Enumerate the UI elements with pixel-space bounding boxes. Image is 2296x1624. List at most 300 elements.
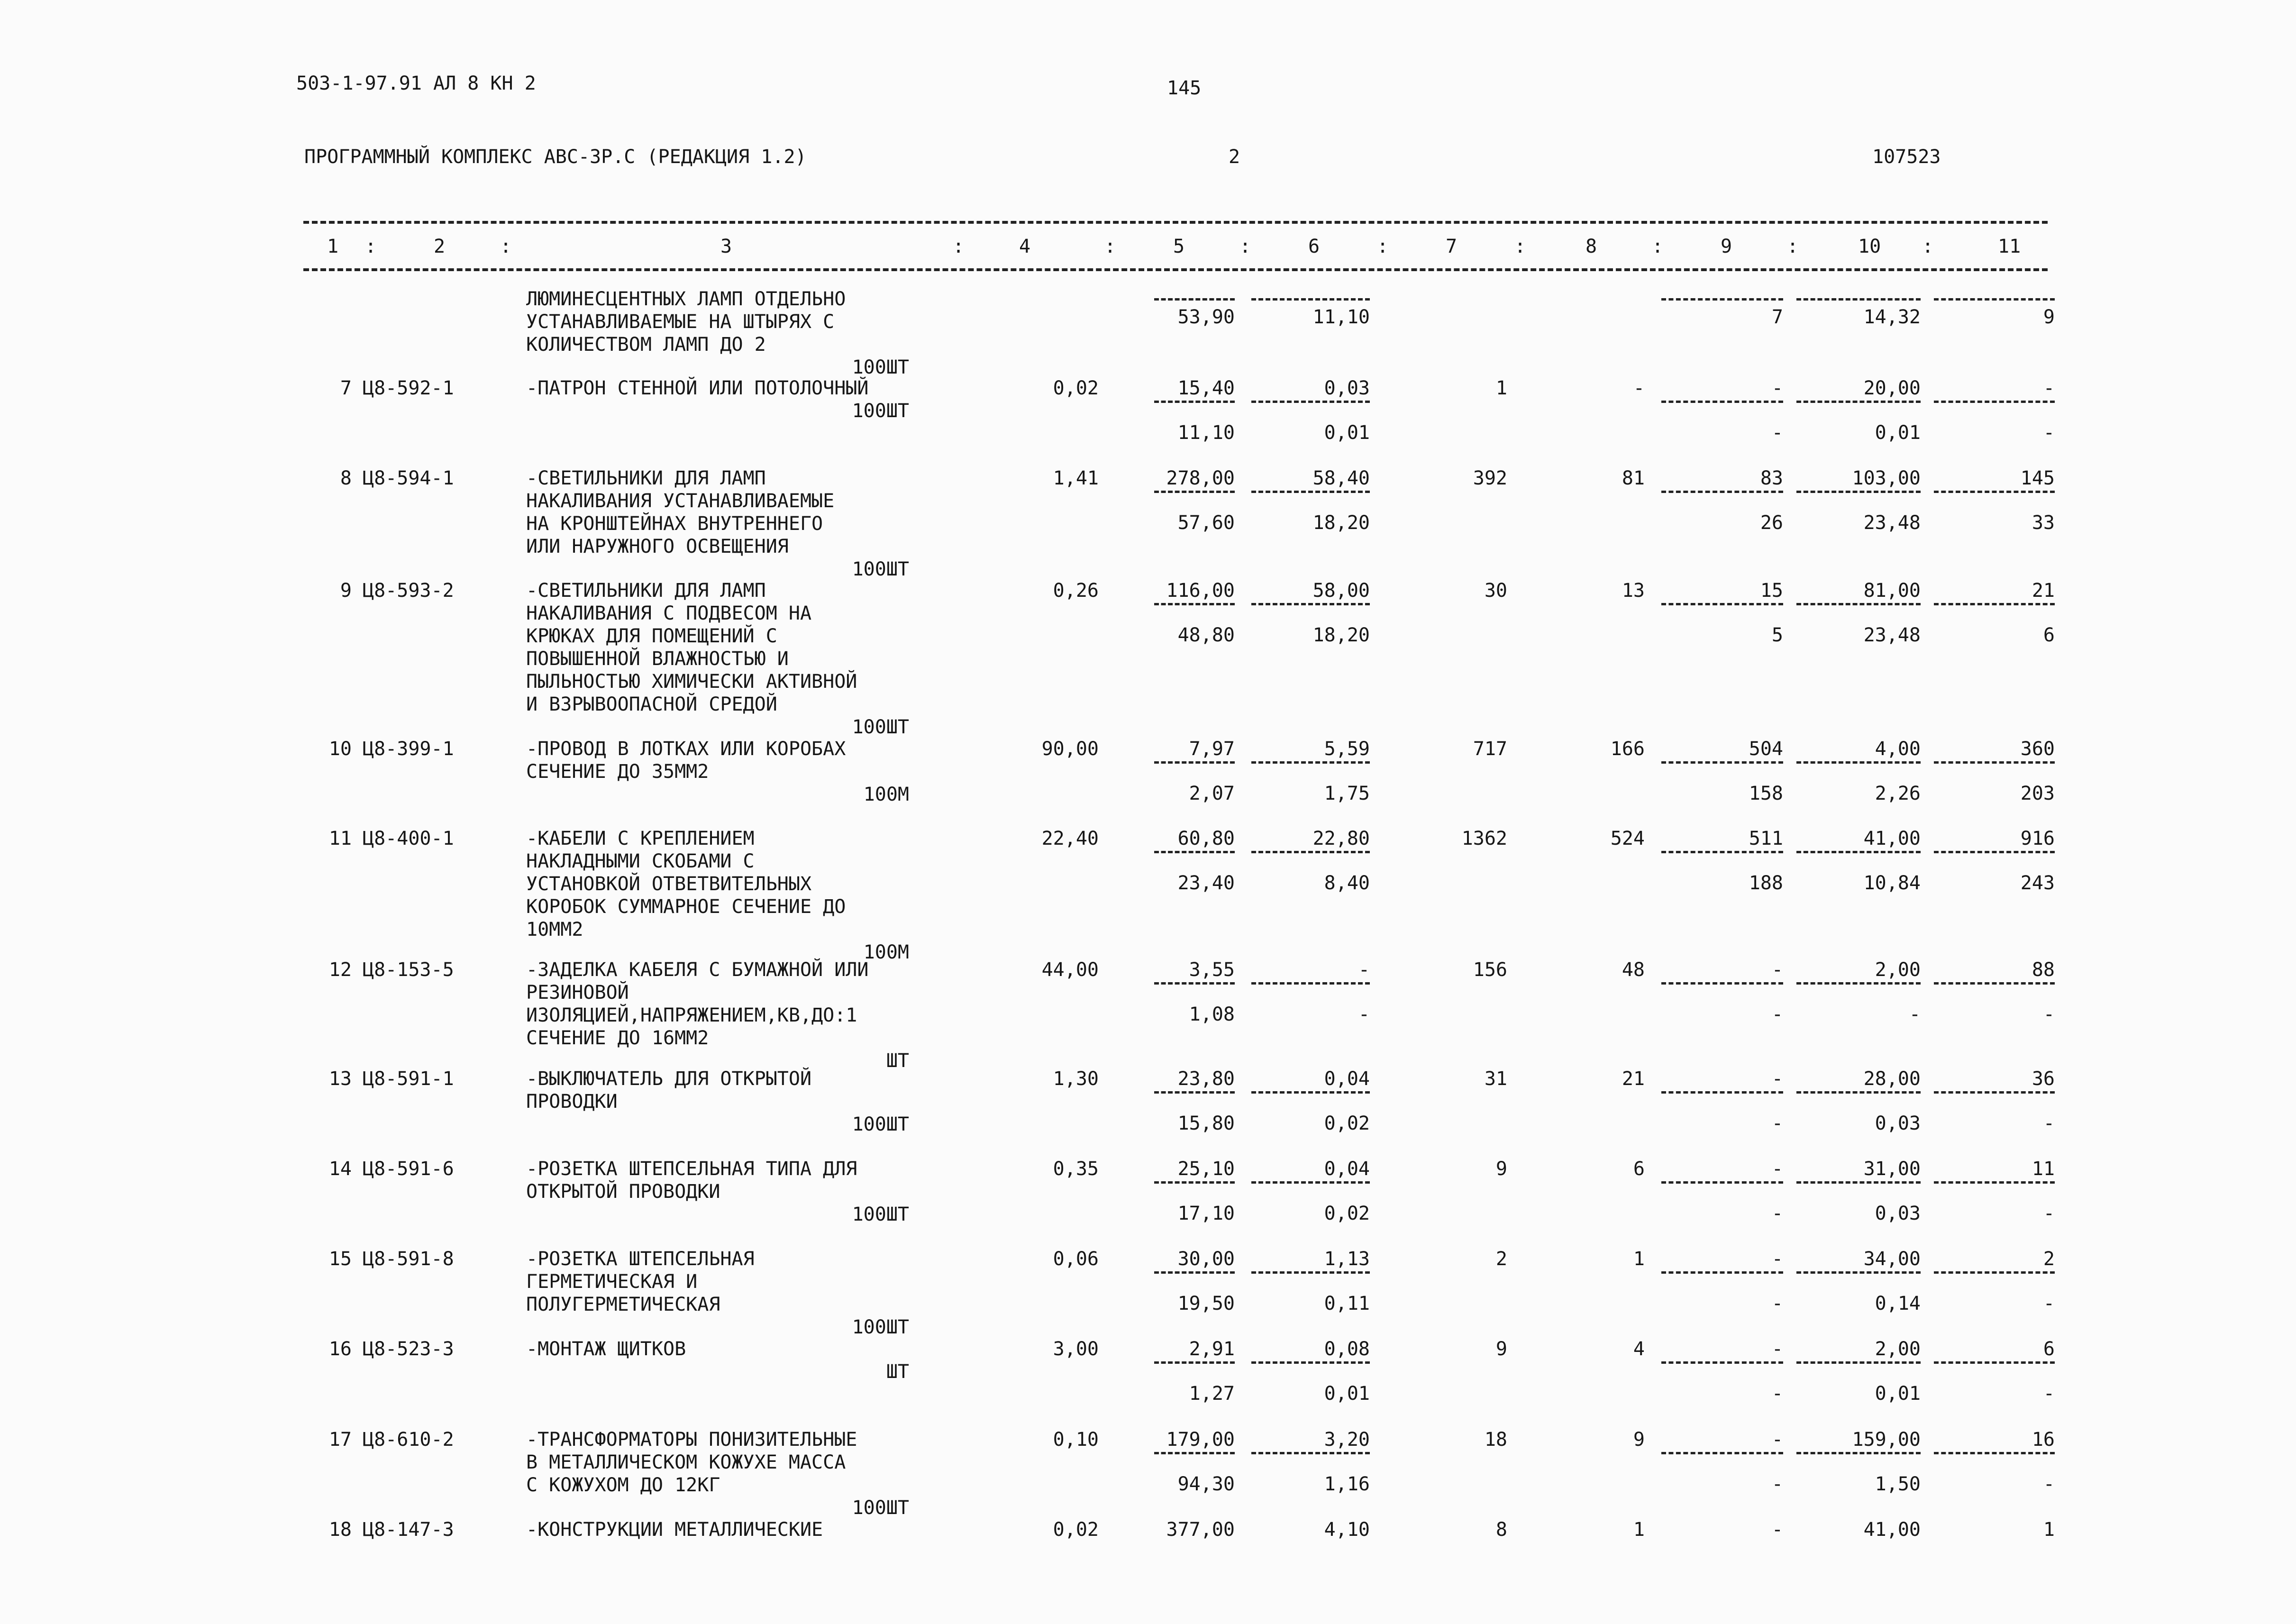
subtotal-divider xyxy=(1934,298,2055,301)
cell-c4: 0,35 xyxy=(1053,1158,1099,1180)
column-separator: : xyxy=(365,236,377,257)
subtotal-divider xyxy=(1661,491,1783,493)
cell-c9a: 511 xyxy=(1749,828,1783,849)
cell-c10b: 10,84 xyxy=(1863,872,1921,894)
item-description: КОРОБОК СУММАРНОЕ СЕЧЕНИЕ ДО xyxy=(526,896,846,918)
item-unit: 100ШТ xyxy=(852,716,909,738)
cell-c10a: 20,00 xyxy=(1863,377,1921,399)
item-code: Ц8-591-8 xyxy=(363,1248,454,1270)
subtotal-divider xyxy=(1661,1181,1783,1184)
subtotal-divider xyxy=(1661,1361,1783,1364)
subtotal-divider xyxy=(1251,491,1370,493)
column-separator: : xyxy=(1377,236,1389,257)
cell-c11a: 6 xyxy=(2043,1338,2055,1360)
column-separator: : xyxy=(1104,236,1116,257)
item-description: РЕЗИНОВОЙ xyxy=(526,982,629,1004)
item-description: С КОЖУХОМ ДО 12КГ xyxy=(526,1474,720,1496)
cell-c9a: 83 xyxy=(1760,467,1783,489)
item-description: СЕЧЕНИЕ ДО 16ММ2 xyxy=(526,1027,709,1049)
subtotal-divider xyxy=(1661,851,1783,853)
item-code: Ц8-523-3 xyxy=(363,1338,454,1360)
item-number: 7 xyxy=(340,377,352,399)
column-header-1: 1 xyxy=(327,236,339,257)
cell-c10a: 159,00 xyxy=(1852,1429,1921,1451)
cell-c6b: 18,20 xyxy=(1312,624,1370,646)
item-description: -ЗАДЕЛКА КАБЕЛЯ С БУМАЖНОЙ ИЛИ xyxy=(526,959,869,981)
cell-c10a: 81,00 xyxy=(1863,580,1921,602)
cell-c5a: 60,80 xyxy=(1177,828,1235,849)
cell-c4: 0,02 xyxy=(1053,1519,1099,1541)
column-separator: : xyxy=(500,236,512,257)
subtotal-divider xyxy=(1251,982,1370,985)
cell-c5b: 23,40 xyxy=(1177,872,1235,894)
cell-c5b: 11,10 xyxy=(1177,422,1235,444)
subtotal-divider xyxy=(1934,982,2055,985)
cell-c9b: 158 xyxy=(1749,783,1783,804)
subtotal-divider xyxy=(1251,1181,1370,1184)
cell-c5a: 116,00 xyxy=(1166,580,1235,602)
column-header-3: 3 xyxy=(720,236,732,257)
column-header-6: 6 xyxy=(1308,236,1320,257)
cell-c9b: 188 xyxy=(1749,872,1783,894)
cell-c7: 30 xyxy=(1484,580,1507,602)
cell-c5a: 15,40 xyxy=(1177,377,1235,399)
item-number: 13 xyxy=(328,1068,352,1090)
column-separator: : xyxy=(1239,236,1251,257)
item-description: НАКАЛИВАНИЯ С ПОДВЕСОМ НА xyxy=(526,602,812,624)
item-description: -СВЕТИЛЬНИКИ ДЛЯ ЛАМП xyxy=(526,580,766,602)
cell-c6a: 11,10 xyxy=(1312,306,1370,328)
cell-c5b: 15,80 xyxy=(1177,1113,1235,1134)
cell-c8: 81 xyxy=(1622,467,1645,489)
subtotal-divider xyxy=(1661,1452,1783,1454)
item-description: -ТРАНСФОРМАТОРЫ ПОНИЗИТЕЛЬНЫЕ xyxy=(526,1429,857,1451)
cell-c5a: 377,00 xyxy=(1166,1519,1235,1541)
cell-c9b: - xyxy=(1771,1113,1783,1134)
subtotal-divider xyxy=(1661,603,1783,605)
cell-c9b: - xyxy=(1771,1293,1783,1314)
item-code: Ц8-593-2 xyxy=(363,580,454,602)
item-unit: 100ШТ xyxy=(852,1204,909,1225)
cell-c5a: 3,55 xyxy=(1189,959,1235,981)
cell-c5b: 94,30 xyxy=(1177,1473,1235,1495)
subtotal-divider xyxy=(1934,491,2055,493)
cell-c5b: 2,07 xyxy=(1189,783,1235,804)
subtotal-divider xyxy=(1154,1361,1235,1364)
cell-c6a: 3,20 xyxy=(1324,1429,1370,1451)
subtotal-divider xyxy=(1154,401,1235,403)
item-number: 12 xyxy=(328,959,352,981)
subtotal-divider xyxy=(1796,1452,1921,1454)
subtotal-divider xyxy=(1661,982,1783,985)
item-description: НА КРОНШТЕЙНАХ ВНУТРЕННЕГО xyxy=(526,513,823,535)
cell-c5b: 19,50 xyxy=(1177,1293,1235,1314)
cell-c11a: 2 xyxy=(2043,1248,2055,1270)
cell-c10b: - xyxy=(1909,1004,1921,1025)
item-description: СЕЧЕНИЕ ДО 35ММ2 xyxy=(526,761,709,783)
subtotal-divider xyxy=(1661,401,1783,403)
cell-c4: 44,00 xyxy=(1041,959,1099,981)
cell-c5a: 7,97 xyxy=(1189,738,1235,760)
cell-c11a: 9 xyxy=(2043,306,2055,328)
subtotal-divider xyxy=(1251,1091,1370,1094)
item-number: 8 xyxy=(340,467,352,489)
program-title: ПРОГРАММНЫЙ КОМПЛЕКС АВС-3Р.С (РЕДАКЦИЯ 1.2) xyxy=(304,146,807,168)
subtotal-divider xyxy=(1251,851,1370,853)
subtotal-divider xyxy=(1934,1452,2055,1454)
cell-c6a: 0,04 xyxy=(1324,1068,1370,1090)
cell-c5b: 1,08 xyxy=(1189,1004,1235,1025)
subtotal-divider xyxy=(1796,1181,1921,1184)
item-description: -СВЕТИЛЬНИКИ ДЛЯ ЛАМП xyxy=(526,467,766,489)
subtotal-divider xyxy=(1934,851,2055,853)
cell-c9b: 5 xyxy=(1771,624,1783,646)
cell-c10b: 0,03 xyxy=(1875,1113,1921,1134)
cell-c10b: 0,01 xyxy=(1875,1383,1921,1405)
cell-c8: 9 xyxy=(1633,1429,1645,1451)
column-header-7: 7 xyxy=(1446,236,1458,257)
item-number: 16 xyxy=(328,1338,352,1360)
item-description: -ВЫКЛЮЧАТЕЛЬ ДЛЯ ОТКРЫТОЙ xyxy=(526,1068,812,1090)
item-description: НАКАЛИВАНИЯ УСТАНАВЛИВАЕМЫЕ xyxy=(526,490,835,512)
cell-c10a: 4,00 xyxy=(1875,738,1921,760)
column-header-2: 2 xyxy=(434,236,446,257)
cell-c6a: 58,00 xyxy=(1312,580,1370,602)
subtotal-divider xyxy=(1154,603,1235,605)
cell-c8: - xyxy=(1633,377,1645,399)
item-number: 14 xyxy=(328,1158,352,1180)
cell-c11a: 145 xyxy=(2020,467,2055,489)
subtotal-divider xyxy=(1251,1452,1370,1454)
column-header-4: 4 xyxy=(1019,236,1031,257)
item-number: 11 xyxy=(328,828,352,849)
cell-c5a: 53,90 xyxy=(1177,306,1235,328)
item-description: -ПАТРОН СТЕННОЙ ИЛИ ПОТОЛОЧНЫЙ xyxy=(526,377,869,399)
cell-c6a: 22,80 xyxy=(1312,828,1370,849)
item-unit: 100ШТ xyxy=(852,400,909,422)
cell-c11a: 916 xyxy=(2020,828,2055,849)
cell-c6a: 0,08 xyxy=(1324,1338,1370,1360)
subtotal-divider xyxy=(1154,761,1235,764)
item-code: Ц8-591-6 xyxy=(363,1158,454,1180)
cell-c4: 0,06 xyxy=(1053,1248,1099,1270)
item-code: Ц8-400-1 xyxy=(363,828,454,849)
cell-c6b: 0,02 xyxy=(1324,1203,1370,1224)
cell-c10a: 41,00 xyxy=(1863,828,1921,849)
cell-c8: 4 xyxy=(1633,1338,1645,1360)
subtotal-divider xyxy=(1154,1452,1235,1454)
cell-c4: 22,40 xyxy=(1041,828,1099,849)
item-unit: 100ШТ xyxy=(852,1497,909,1519)
subtotal-divider xyxy=(1154,298,1235,301)
subtotal-divider xyxy=(1934,1271,2055,1274)
item-unit: 100ШТ xyxy=(852,356,909,378)
cell-c5a: 278,00 xyxy=(1166,467,1235,489)
subtotal-divider xyxy=(1796,603,1921,605)
cell-c7: 9 xyxy=(1495,1338,1507,1360)
item-description: -РОЗЕТКА ШТЕПСЕЛЬНАЯ ТИПА ДЛЯ xyxy=(526,1158,857,1180)
subtotal-divider xyxy=(1934,1091,2055,1094)
cell-c11b: - xyxy=(2043,1113,2055,1134)
cell-c4: 3,00 xyxy=(1053,1338,1099,1360)
cell-c10a: 34,00 xyxy=(1863,1248,1921,1270)
cell-c9b: - xyxy=(1771,1473,1783,1495)
item-description: -ПРОВОД В ЛОТКАХ ИЛИ КОРОБАХ xyxy=(526,738,846,760)
cell-c10a: 28,00 xyxy=(1863,1068,1921,1090)
cell-c10a: 31,00 xyxy=(1863,1158,1921,1180)
subtotal-divider xyxy=(1796,761,1921,764)
item-description: -КАБЕЛИ С КРЕПЛЕНИЕМ xyxy=(526,828,755,849)
cell-c6b: 0,11 xyxy=(1324,1293,1370,1314)
cell-c11b: - xyxy=(2043,422,2055,444)
subtotal-divider xyxy=(1251,298,1370,301)
cell-c11a: 11 xyxy=(2032,1158,2055,1180)
cell-c10b: 1,50 xyxy=(1875,1473,1921,1495)
subtotal-divider xyxy=(1661,298,1783,301)
subtotal-divider xyxy=(1934,1181,2055,1184)
cell-c4: 0,02 xyxy=(1053,377,1099,399)
item-description: ИЛИ НАРУЖНОГО ОСВЕЩЕНИЯ xyxy=(526,536,789,557)
subtotal-divider xyxy=(1934,1361,2055,1364)
cell-c4: 90,00 xyxy=(1041,738,1099,760)
cell-c6a: 0,03 xyxy=(1324,377,1370,399)
cell-c9b: - xyxy=(1771,1203,1783,1224)
cell-c11b: 6 xyxy=(2043,624,2055,646)
item-number: 18 xyxy=(328,1519,352,1541)
item-description: ПОВЫШЕННОЙ ВЛАЖНОСТЬЮ И xyxy=(526,648,789,670)
cell-c9a: - xyxy=(1771,1248,1783,1270)
item-code: Ц8-592-1 xyxy=(363,377,454,399)
cell-c7: 1362 xyxy=(1461,828,1507,849)
cell-c9a: - xyxy=(1771,1338,1783,1360)
item-description: -КОНСТРУКЦИИ МЕТАЛЛИЧЕСКИЕ xyxy=(526,1519,823,1541)
cell-c11a: 88 xyxy=(2032,959,2055,981)
subtotal-divider xyxy=(1154,491,1235,493)
cell-c5a: 30,00 xyxy=(1177,1248,1235,1270)
item-unit: 100ШТ xyxy=(852,1113,909,1135)
column-header-9: 9 xyxy=(1721,236,1732,257)
column-separator: : xyxy=(1514,236,1526,257)
subtotal-divider xyxy=(1934,401,2055,403)
cell-c7: 1 xyxy=(1495,377,1507,399)
cell-c6b: 8,40 xyxy=(1324,872,1370,894)
item-number: 17 xyxy=(328,1429,352,1451)
item-description: УСТАНАВЛИВАЕМЫЕ НА ШТЫРЯХ С xyxy=(526,311,835,333)
cell-c5b: 17,10 xyxy=(1177,1203,1235,1224)
cell-c8: 6 xyxy=(1633,1158,1645,1180)
subtotal-divider xyxy=(1796,1091,1921,1094)
item-description: ГЕРМЕТИЧЕСКАЯ И xyxy=(526,1271,698,1293)
cell-c11b: 243 xyxy=(2020,872,2055,894)
item-code: Ц8-591-1 xyxy=(363,1068,454,1090)
item-description: 10ММ2 xyxy=(526,919,583,940)
cell-c6a: 1,13 xyxy=(1324,1248,1370,1270)
column-header-5: 5 xyxy=(1173,236,1185,257)
subtotal-divider xyxy=(1154,1091,1235,1094)
cell-c7: 717 xyxy=(1473,738,1507,760)
sheet-number: 2 xyxy=(1229,146,1240,168)
cell-c6a: - xyxy=(1358,959,1370,981)
cell-c10b: 0,03 xyxy=(1875,1203,1921,1224)
cell-c9a: - xyxy=(1771,1158,1783,1180)
cell-c6a: 58,40 xyxy=(1312,467,1370,489)
column-header-10: 10 xyxy=(1858,236,1881,257)
cell-c7: 156 xyxy=(1473,959,1507,981)
cell-c10b: 0,01 xyxy=(1875,422,1921,444)
column-header-11: 11 xyxy=(1998,236,2021,257)
item-unit: ШТ xyxy=(886,1361,909,1383)
cell-c5b: 57,60 xyxy=(1177,512,1235,534)
subtotal-divider xyxy=(1796,851,1921,853)
column-separator: : xyxy=(1922,236,1934,257)
item-code: Ц8-594-1 xyxy=(363,467,454,489)
item-code: Ц8-153-5 xyxy=(363,959,454,981)
item-description: ПОЛУГЕРМЕТИЧЕСКАЯ xyxy=(526,1294,720,1315)
header-rule-top xyxy=(303,221,2048,224)
subtotal-divider xyxy=(1154,851,1235,853)
cell-c6b: 18,20 xyxy=(1312,512,1370,534)
cell-c6a: 5,59 xyxy=(1324,738,1370,760)
cell-c6a: 0,04 xyxy=(1324,1158,1370,1180)
cell-c11b: - xyxy=(2043,1383,2055,1405)
cell-c9a: - xyxy=(1771,1429,1783,1451)
subtotal-divider xyxy=(1661,761,1783,764)
subtotal-divider xyxy=(1251,603,1370,605)
cell-c5b: 48,80 xyxy=(1177,624,1235,646)
cell-c5a: 23,80 xyxy=(1177,1068,1235,1090)
item-number: 15 xyxy=(328,1248,352,1270)
cell-c7: 8 xyxy=(1495,1519,1507,1541)
cell-c9b: - xyxy=(1771,422,1783,444)
cell-c6b: 1,16 xyxy=(1324,1473,1370,1495)
cell-c10a: 14,32 xyxy=(1863,306,1921,328)
item-description: КРЮКАХ ДЛЯ ПОМЕЩЕНИЙ С xyxy=(526,625,777,647)
cell-c7: 18 xyxy=(1484,1429,1507,1451)
subtotal-divider xyxy=(1251,1361,1370,1364)
doc-code: 503-1-97.91 АЛ 8 КН 2 xyxy=(296,73,536,94)
subtotal-divider xyxy=(1154,982,1235,985)
cell-c11a: 360 xyxy=(2020,738,2055,760)
item-description: ОТКРЫТОЙ ПРОВОДКИ xyxy=(526,1181,720,1203)
cell-c8: 166 xyxy=(1610,738,1645,760)
cell-c6b: 0,01 xyxy=(1324,1383,1370,1405)
cell-c5a: 179,00 xyxy=(1166,1429,1235,1451)
subtotal-divider xyxy=(1796,298,1921,301)
subtotal-divider xyxy=(1251,1271,1370,1274)
cell-c4: 1,30 xyxy=(1053,1068,1099,1090)
cell-c9a: - xyxy=(1771,959,1783,981)
cell-c11b: 203 xyxy=(2020,783,2055,804)
item-description: КОЛИЧЕСТВОМ ЛАМП ДО 2 xyxy=(526,334,766,356)
item-description: ПРОВОДКИ xyxy=(526,1091,618,1113)
cell-c10b: 2,26 xyxy=(1875,783,1921,804)
cell-c5b: 1,27 xyxy=(1189,1383,1235,1405)
cell-c8: 1 xyxy=(1633,1248,1645,1270)
subtotal-divider xyxy=(1154,1271,1235,1274)
cell-c10a: 2,00 xyxy=(1875,1338,1921,1360)
item-number: 9 xyxy=(340,580,352,602)
cell-c6b: 1,75 xyxy=(1324,783,1370,804)
item-description: -МОНТАЖ ЩИТКОВ xyxy=(526,1338,686,1360)
item-description: ЛЮМИНЕСЦЕНТНЫХ ЛАМП ОТДЕЛЬНО xyxy=(526,288,846,310)
subtotal-divider xyxy=(1934,603,2055,605)
cell-c11b: - xyxy=(2043,1473,2055,1495)
cell-c5a: 25,10 xyxy=(1177,1158,1235,1180)
item-description: ИЗОЛЯЦИЕЙ,НАПРЯЖЕНИЕМ,КВ,ДО:1 xyxy=(526,1004,857,1026)
item-code: Ц8-610-2 xyxy=(363,1429,454,1451)
column-header-8: 8 xyxy=(1585,236,1597,257)
cell-c8: 21 xyxy=(1622,1068,1645,1090)
cell-c11b: - xyxy=(2043,1004,2055,1025)
item-number: 10 xyxy=(328,738,352,760)
column-separator: : xyxy=(953,236,965,257)
item-description: И ВЗРЫВООПАСНОЙ СРЕДОЙ xyxy=(526,693,777,715)
cell-c6b: - xyxy=(1358,1004,1370,1025)
cell-c4: 0,10 xyxy=(1053,1429,1099,1451)
cell-c8: 1 xyxy=(1633,1519,1645,1541)
cell-c7: 392 xyxy=(1473,467,1507,489)
item-unit: 100ШТ xyxy=(852,558,909,580)
subtotal-divider xyxy=(1796,982,1921,985)
cell-c11b: 33 xyxy=(2032,512,2055,534)
cell-c9a: - xyxy=(1771,1068,1783,1090)
subtotal-divider xyxy=(1796,1361,1921,1364)
cell-c10b: 23,48 xyxy=(1863,512,1921,534)
cell-c5a: 2,91 xyxy=(1189,1338,1235,1360)
subtotal-divider xyxy=(1796,491,1921,493)
cell-c11a: 21 xyxy=(2032,580,2055,602)
item-unit: 100М xyxy=(863,941,909,963)
cell-c7: 2 xyxy=(1495,1248,1507,1270)
page-number: 145 xyxy=(1167,77,1202,99)
cell-c7: 31 xyxy=(1484,1068,1507,1090)
cell-c9b: - xyxy=(1771,1004,1783,1025)
subtotal-divider xyxy=(1661,1091,1783,1094)
item-description: -РОЗЕТКА ШТЕПСЕЛЬНАЯ xyxy=(526,1248,755,1270)
cell-c9a: 504 xyxy=(1749,738,1783,760)
cell-c9a: - xyxy=(1771,377,1783,399)
cell-c11a: 36 xyxy=(2032,1068,2055,1090)
item-code: Ц8-147-3 xyxy=(363,1519,454,1541)
cell-c9b: 26 xyxy=(1760,512,1783,534)
cell-c10a: 41,00 xyxy=(1863,1519,1921,1541)
column-separator: : xyxy=(1787,236,1799,257)
subtotal-divider xyxy=(1796,1271,1921,1274)
cell-c10b: 0,14 xyxy=(1875,1293,1921,1314)
cell-c4: 1,41 xyxy=(1053,467,1099,489)
cell-c7: 9 xyxy=(1495,1158,1507,1180)
cell-c10a: 2,00 xyxy=(1875,959,1921,981)
cell-c11b: - xyxy=(2043,1293,2055,1314)
subtotal-divider xyxy=(1251,761,1370,764)
cell-c6b: 0,02 xyxy=(1324,1113,1370,1134)
cell-c6a: 4,10 xyxy=(1324,1519,1370,1541)
cell-c8: 524 xyxy=(1610,828,1645,849)
subtotal-divider xyxy=(1251,401,1370,403)
cell-c11b: - xyxy=(2043,1203,2055,1224)
item-description: ПЫЛЬНОСТЬЮ ХИМИЧЕСКИ АКТИВНОЙ xyxy=(526,671,857,693)
item-code: Ц8-399-1 xyxy=(363,738,454,760)
item-description: НАКЛАДНЫМИ СКОБАМИ С xyxy=(526,850,755,872)
subtotal-divider xyxy=(1934,761,2055,764)
item-description: УСТАНОВКОЙ ОТВЕТВИТЕЛЬНЫХ xyxy=(526,873,812,895)
cell-c11a: 16 xyxy=(2032,1429,2055,1451)
item-unit: ШТ xyxy=(886,1050,909,1072)
item-description: В МЕТАЛЛИЧЕСКОМ КОЖУХЕ МАССА xyxy=(526,1451,846,1473)
cell-c8: 13 xyxy=(1622,580,1645,602)
cell-c9a: 7 xyxy=(1771,306,1783,328)
cell-c9a: 15 xyxy=(1760,580,1783,602)
